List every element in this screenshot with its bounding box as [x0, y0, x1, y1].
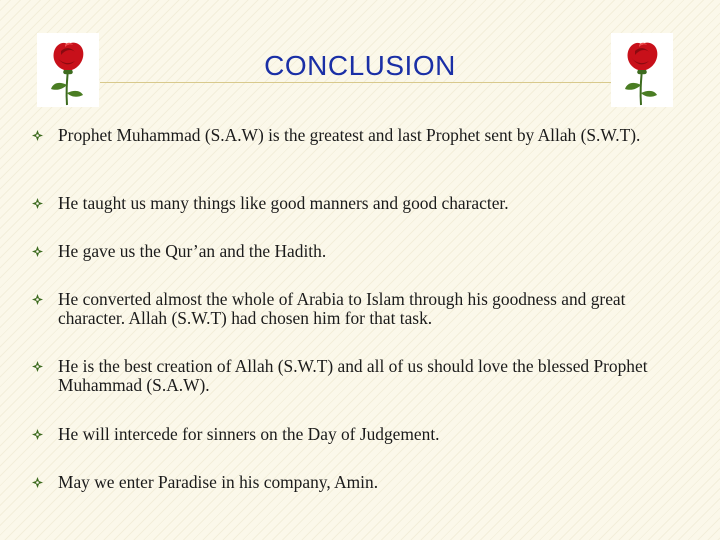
- diamond-bullet-icon: [32, 361, 43, 372]
- diamond-bullet-icon: [32, 294, 43, 305]
- list-item: [32, 126, 682, 145]
- list-item: [32, 425, 682, 444]
- diamond-bullet-icon: [32, 429, 43, 440]
- diamond-bullet-icon: [32, 198, 43, 209]
- diamond-bullet-icon: [32, 246, 43, 257]
- slide-title: CONCLUSION: [264, 50, 456, 81]
- bullet-text: He will intercede for sinners on the Day of Judgement.: [58, 424, 440, 444]
- list-item: [32, 473, 682, 492]
- list-item: [32, 194, 682, 213]
- bullet-text: He converted almost the whole of Arabia to Islam through his goodness and great character. Allah (S.W.T) had chosen him for that task.: [58, 289, 626, 328]
- list-item: [32, 290, 682, 328]
- diamond-bullet-icon: [32, 130, 43, 141]
- list-item: [32, 357, 682, 395]
- bullet-text: He is the best creation of Allah (S.W.T) and all of us should love the blessed Prophet Muhammad (S.A.W).: [58, 356, 648, 395]
- diamond-bullet-icon: [32, 477, 43, 488]
- bullet-text: He taught us many things like good manners and good character.: [58, 193, 509, 213]
- bullet-text: May we enter Paradise in his company, Amin.: [58, 472, 379, 492]
- bullet-text: He gave us the Qur’an and the Hadith.: [58, 241, 327, 261]
- bullet-text: Prophet Muhammad (S.A.W) is the greatest and last Prophet sent by Allah (S.W.T).: [58, 125, 641, 145]
- list-item: [32, 242, 682, 261]
